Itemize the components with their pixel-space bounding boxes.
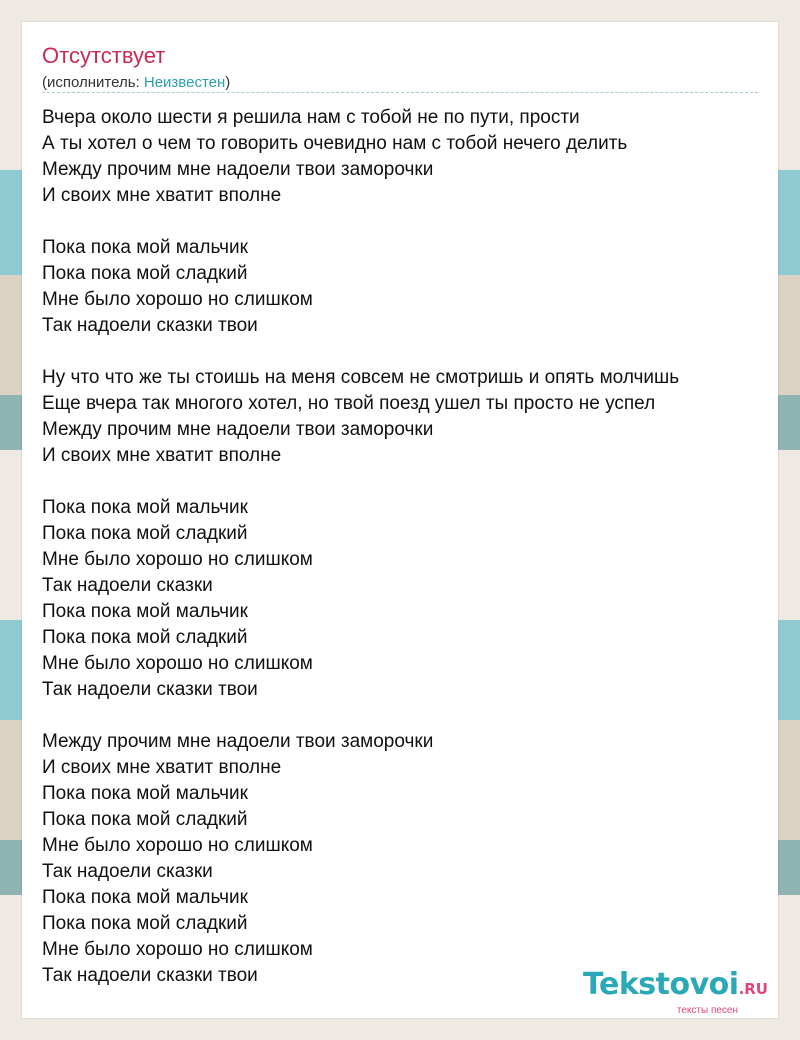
lyric-line: Еще вчера так многого хотел, но твой поезд ушел ты просто не успел [42, 393, 656, 414]
lyric-stanza-gap [42, 703, 758, 729]
lyric-line: А ты хотел о чем то говорить очевидно нам с тобой нечего делить [42, 133, 628, 154]
lyric-line: Мне было хорошо но слишком [42, 835, 313, 856]
lyric-stanza-gap [42, 209, 758, 235]
artist-link[interactable]: Неизвестен [143, 74, 226, 91]
artist-prefix: (исполнитель: [42, 74, 144, 91]
lyric-line: Между прочим мне надоели твои заморочки [42, 419, 434, 440]
lyric-line: И своих мне хватит вполне [42, 757, 282, 778]
logo-main-text: Tekstovoi [583, 967, 739, 1002]
lyric-line: Пока пока мой мальчик [42, 237, 248, 258]
logo-wordmark [583, 969, 768, 1005]
site-logo[interactable] [583, 969, 768, 1016]
artist-suffix: ) [225, 74, 231, 91]
lyric-line: Пока пока мой сладкий [42, 523, 248, 544]
lyric-stanza-gap [42, 469, 758, 495]
lyric-line: Так надоели сказки твои [42, 965, 258, 986]
lyric-line: Мне было хорошо но слишком [42, 653, 313, 674]
lyric-line: Вчера около шести я решила нам с тобой не по пути, прости [42, 107, 580, 128]
lyrics-body [42, 105, 758, 989]
lyric-stanza-gap [42, 339, 758, 365]
lyric-line: Пока пока мой мальчик [42, 497, 248, 518]
lyric-line: Так надоели сказки [42, 861, 213, 882]
lyric-line: Так надоели сказки [42, 575, 213, 596]
lyric-line: Так надоели сказки твои [42, 679, 258, 700]
lyric-line: Мне было хорошо но слишком [42, 549, 313, 570]
title-divider [42, 92, 758, 93]
lyric-line: Между прочим мне надоели твои заморочки [42, 731, 434, 752]
lyric-line: Ну что что же ты стоишь на меня совсем не смотришь и опять молчишь [42, 367, 680, 388]
lyric-line: Между прочим мне надоели твои заморочки [42, 159, 434, 180]
lyric-line: И своих мне хватит вполне [42, 445, 282, 466]
logo-subtitle: тексты песен [676, 1005, 738, 1016]
lyric-line: Мне было хорошо но слишком [42, 289, 313, 310]
lyric-line: Пока пока мой сладкий [42, 913, 248, 934]
lyric-line: Пока пока мой мальчик [42, 601, 248, 622]
logo-tld: .RU [738, 980, 768, 998]
lyric-line: Пока пока мой сладкий [42, 809, 248, 830]
artist-line [42, 74, 230, 92]
lyric-line: И своих мне хватит вполне [42, 185, 282, 206]
song-title: Отсутствует [42, 43, 166, 68]
lyric-line: Так надоели сказки твои [42, 315, 258, 336]
lyric-line: Мне было хорошо но слишком [42, 939, 313, 960]
lyric-line: Пока пока мой мальчик [42, 887, 248, 908]
lyric-line: Пока пока мой сладкий [42, 263, 248, 284]
lyric-line: Пока пока мой мальчик [42, 783, 248, 804]
lyrics-card [22, 22, 778, 1018]
lyric-line: Пока пока мой сладкий [42, 627, 248, 648]
